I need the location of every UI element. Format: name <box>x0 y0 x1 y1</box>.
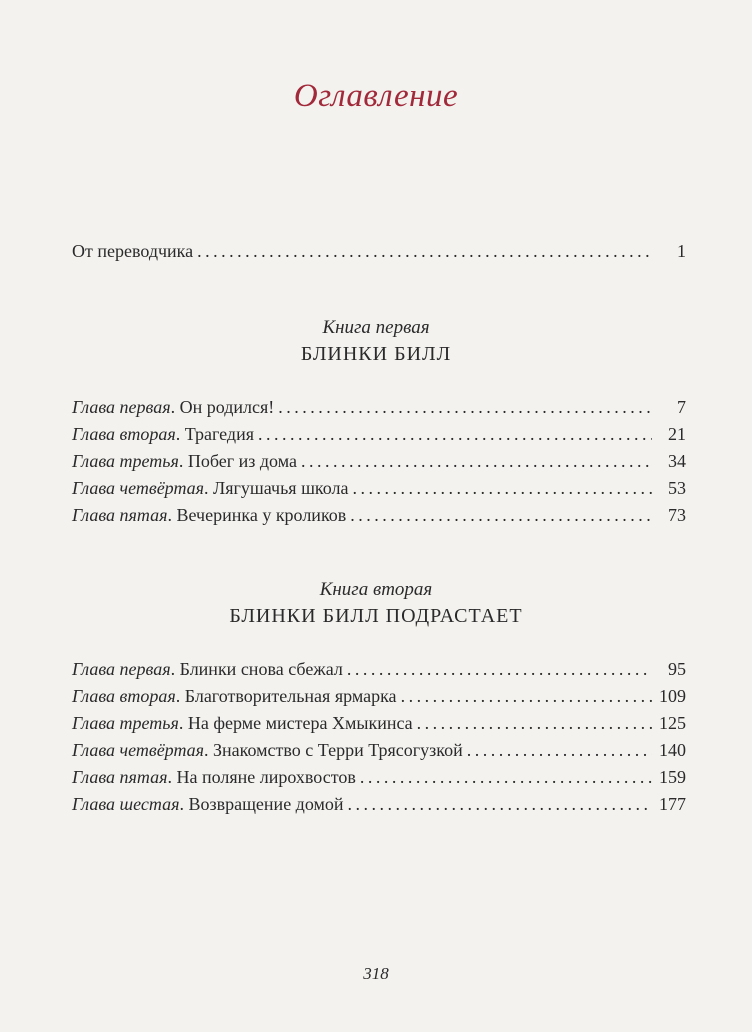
toc-entry[interactable]: Глава шестая. Возвращение домой . . . 177 <box>72 793 686 815</box>
leader-dots <box>417 712 652 734</box>
toc-entry[interactable]: Глава четвёртая. Лягушачья школа . . . 53 <box>72 477 686 499</box>
leader-dots <box>301 450 652 472</box>
leader-dots <box>197 240 652 262</box>
chapter-name: Возвращение домой <box>188 794 344 814</box>
leader-dots <box>348 793 652 815</box>
toc-entry[interactable]: Глава третья. На ферме мистера Хмыкинса . . . 125 <box>72 712 686 734</box>
leader-dots <box>258 423 652 445</box>
chapter-name: Блинки снова сбежал <box>179 659 343 679</box>
page-number: 177 <box>659 794 686 814</box>
toc-entry[interactable]: Глава пятая. Вечеринка у кроликов . . . 73 <box>72 504 686 526</box>
chapter-name: Трагедия <box>184 424 255 444</box>
page-number: 53 <box>668 478 686 498</box>
leader-dots <box>347 658 652 680</box>
leader-dots <box>401 685 652 707</box>
toc-entry[interactable]: Глава третья. Побег из дома . . . 34 <box>72 450 686 472</box>
chapter-name: Вечеринка у кроликов <box>176 505 347 525</box>
chapter-lead: Глава первая <box>72 397 171 417</box>
toc-title: Оглавление <box>293 78 459 114</box>
chapter-lead: Глава вторая <box>72 686 176 706</box>
chapter-lead: Глава пятая <box>72 767 168 787</box>
chapter-lead: Глава шестая <box>72 794 180 814</box>
chapter-lead: Глава четвёртая <box>72 740 205 760</box>
page-number: 159 <box>659 767 686 787</box>
page-folio: 318 <box>363 964 389 983</box>
chapter-lead: Глава вторая <box>72 424 176 444</box>
toc-entry-intro[interactable] <box>72 240 686 262</box>
book-subtitle: Книга вторая <box>319 579 433 600</box>
book-title: БЛИНКИ БИЛЛ <box>300 343 452 365</box>
page-number: 95 <box>668 659 686 679</box>
book-subtitle: Книга первая <box>322 317 430 338</box>
page-number: 7 <box>677 397 686 417</box>
toc-entry[interactable]: Глава первая. Он родился! . . . 7 <box>72 396 686 418</box>
page-number: 125 <box>659 713 686 733</box>
chapter-name: Благотворительная ярмарка <box>184 686 397 706</box>
page-number: 21 <box>668 424 686 444</box>
book-title: БЛИНКИ БИЛЛ ПОДРАСТАЕТ <box>229 605 523 627</box>
leader-dots <box>467 739 652 761</box>
toc-entry[interactable]: Глава пятая. На поляне лирохвостов . . . 159 <box>72 766 686 788</box>
leader-dots <box>360 766 652 788</box>
page-number: 73 <box>668 505 686 525</box>
chapter-name: На ферме мистера Хмыкинса <box>187 713 413 733</box>
leader-dots <box>278 396 652 418</box>
page-number: 1 <box>677 241 686 261</box>
chapter-name: Он родился! <box>179 397 275 417</box>
toc-entry[interactable]: Глава четвёртая. Знакомство с Терри Трясогузкой . . . 140 <box>72 739 686 761</box>
toc-entry[interactable]: Глава вторая. Трагедия . . . 21 <box>72 423 686 445</box>
chapter-name: Знакомство с Терри Трясогузкой <box>213 740 463 760</box>
chapter-name: Лягушачья школа <box>213 478 349 498</box>
chapter-name: Побег из дома <box>187 451 297 471</box>
chapter-lead: Глава первая <box>72 659 171 679</box>
chapter-lead: Глава пятая <box>72 505 168 525</box>
page-number: 109 <box>659 686 686 706</box>
chapter-name: На поляне лирохвостов <box>176 767 356 787</box>
chapter-lead: Глава третья <box>72 713 179 733</box>
page-number: 34 <box>668 451 686 471</box>
toc-entry[interactable]: Глава вторая. Благотворительная ярмарка . . . 109 <box>72 685 686 707</box>
chapter-lead: Глава четвёртая <box>72 478 205 498</box>
leader-dots <box>350 504 652 526</box>
leader-dots <box>353 477 653 499</box>
page-number: 140 <box>659 740 686 760</box>
toc-entry[interactable]: Глава первая. Блинки снова сбежал . . . 95 <box>72 658 686 680</box>
chapter-lead: Глава третья <box>72 451 179 471</box>
entry-label: От переводчика <box>72 241 194 261</box>
